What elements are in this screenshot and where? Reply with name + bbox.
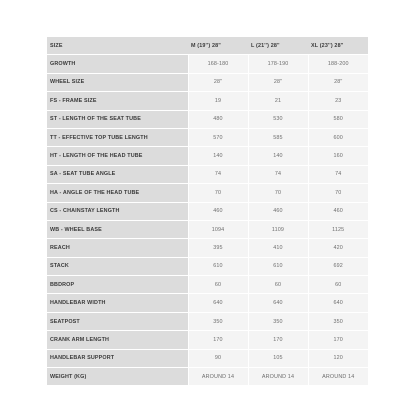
size-chart [47, 37, 356, 386]
header-size-l: L (21'') 28" [248, 37, 308, 55]
table-cell: AROUND 14 [188, 368, 248, 386]
table-cell: 1109 [248, 220, 308, 238]
table-row [47, 55, 368, 73]
table-row [47, 349, 368, 367]
table-cell: 74 [308, 165, 368, 183]
table-cell: 600 [308, 128, 368, 146]
table-cell: 580 [308, 110, 368, 128]
table-cell: 188-200 [308, 55, 368, 73]
table-cell: 23 [308, 92, 368, 110]
table-cell: 90 [188, 349, 248, 367]
table-cell: 610 [188, 257, 248, 275]
table-cell: 170 [248, 331, 308, 349]
table-body [47, 55, 368, 386]
table-row [47, 276, 368, 294]
table-row [47, 165, 368, 183]
table-row [47, 92, 368, 110]
table-cell: 395 [188, 239, 248, 257]
row-label: STACK [47, 257, 188, 275]
row-label: CS - CHAINSTAY LENGTH [47, 202, 188, 220]
table-cell: 640 [248, 294, 308, 312]
row-label: GROWTH [47, 55, 188, 73]
table-row [47, 202, 368, 220]
table-cell: 170 [188, 331, 248, 349]
table-cell: 120 [308, 349, 368, 367]
table-row [47, 294, 368, 312]
table-row [47, 220, 368, 238]
row-label: HANDLEBAR WIDTH [47, 294, 188, 312]
table-row [47, 184, 368, 202]
row-label: HT - LENGTH OF THE HEAD TUBE [47, 147, 188, 165]
table-row [47, 312, 368, 330]
header-size-xl: XL (23'') 28" [308, 37, 368, 55]
row-label: WB - WHEEL BASE [47, 220, 188, 238]
table-cell: 420 [308, 239, 368, 257]
table-cell: 60 [188, 276, 248, 294]
table-cell: 70 [188, 184, 248, 202]
table-row [47, 239, 368, 257]
row-label: SEATPOST [47, 312, 188, 330]
table-cell: 460 [248, 202, 308, 220]
table-cell: 168-180 [188, 55, 248, 73]
table-cell: 460 [308, 202, 368, 220]
table-cell: 28" [188, 73, 248, 91]
table-cell: 74 [248, 165, 308, 183]
table-row [47, 331, 368, 349]
row-label: WHEEL SIZE [47, 73, 188, 91]
table-cell: 140 [248, 147, 308, 165]
table-cell: 74 [188, 165, 248, 183]
row-label: REACH [47, 239, 188, 257]
table-cell: 480 [188, 110, 248, 128]
row-label: TT - EFFECTIVE TOP TUBE LENGTH [47, 128, 188, 146]
table-cell: 70 [308, 184, 368, 202]
table-cell: 460 [188, 202, 248, 220]
row-label: WEIGHT (KG) [47, 368, 188, 386]
row-label: HA - ANGLE OF THE HEAD TUBE [47, 184, 188, 202]
table-row [47, 257, 368, 275]
row-label: SA - SEAT TUBE ANGLE [47, 165, 188, 183]
table-cell: 70 [248, 184, 308, 202]
row-label: ST - LENGTH OF THE SEAT TUBE [47, 110, 188, 128]
table-cell: 610 [248, 257, 308, 275]
table-cell: 178-190 [248, 55, 308, 73]
table-cell: 350 [188, 312, 248, 330]
row-label: BBDROP [47, 276, 188, 294]
table-header-row [47, 37, 368, 55]
table-cell: 692 [308, 257, 368, 275]
table-cell: 170 [308, 331, 368, 349]
table-cell: 28" [308, 73, 368, 91]
table-cell: 1094 [188, 220, 248, 238]
table-cell: 640 [188, 294, 248, 312]
table-row [47, 147, 368, 165]
table-cell: AROUND 14 [248, 368, 308, 386]
table-cell: 410 [248, 239, 308, 257]
table-cell: 640 [308, 294, 368, 312]
table-cell: 1125 [308, 220, 368, 238]
table-cell: 60 [248, 276, 308, 294]
table-row [47, 73, 368, 91]
table-cell: 570 [188, 128, 248, 146]
header-size-label: SIZE [47, 37, 188, 55]
table-cell: 350 [308, 312, 368, 330]
table-row [47, 368, 368, 386]
table-cell: 105 [248, 349, 308, 367]
row-label: FS - FRAME SIZE [47, 92, 188, 110]
table-row [47, 128, 368, 146]
table-cell: 19 [188, 92, 248, 110]
table-cell: 21 [248, 92, 308, 110]
table-cell: 28" [248, 73, 308, 91]
row-label: HANDLEBAR SUPPORT [47, 349, 188, 367]
table-cell: 140 [188, 147, 248, 165]
table-cell: 585 [248, 128, 308, 146]
table-cell: 530 [248, 110, 308, 128]
row-label: CRANK ARM LENGTH [47, 331, 188, 349]
table-cell: AROUND 14 [308, 368, 368, 386]
header-size-m: M (19'') 28" [188, 37, 248, 55]
table-row [47, 110, 368, 128]
table-cell: 350 [248, 312, 308, 330]
table-cell: 160 [308, 147, 368, 165]
geometry-table [47, 37, 368, 386]
table-cell: 60 [308, 276, 368, 294]
